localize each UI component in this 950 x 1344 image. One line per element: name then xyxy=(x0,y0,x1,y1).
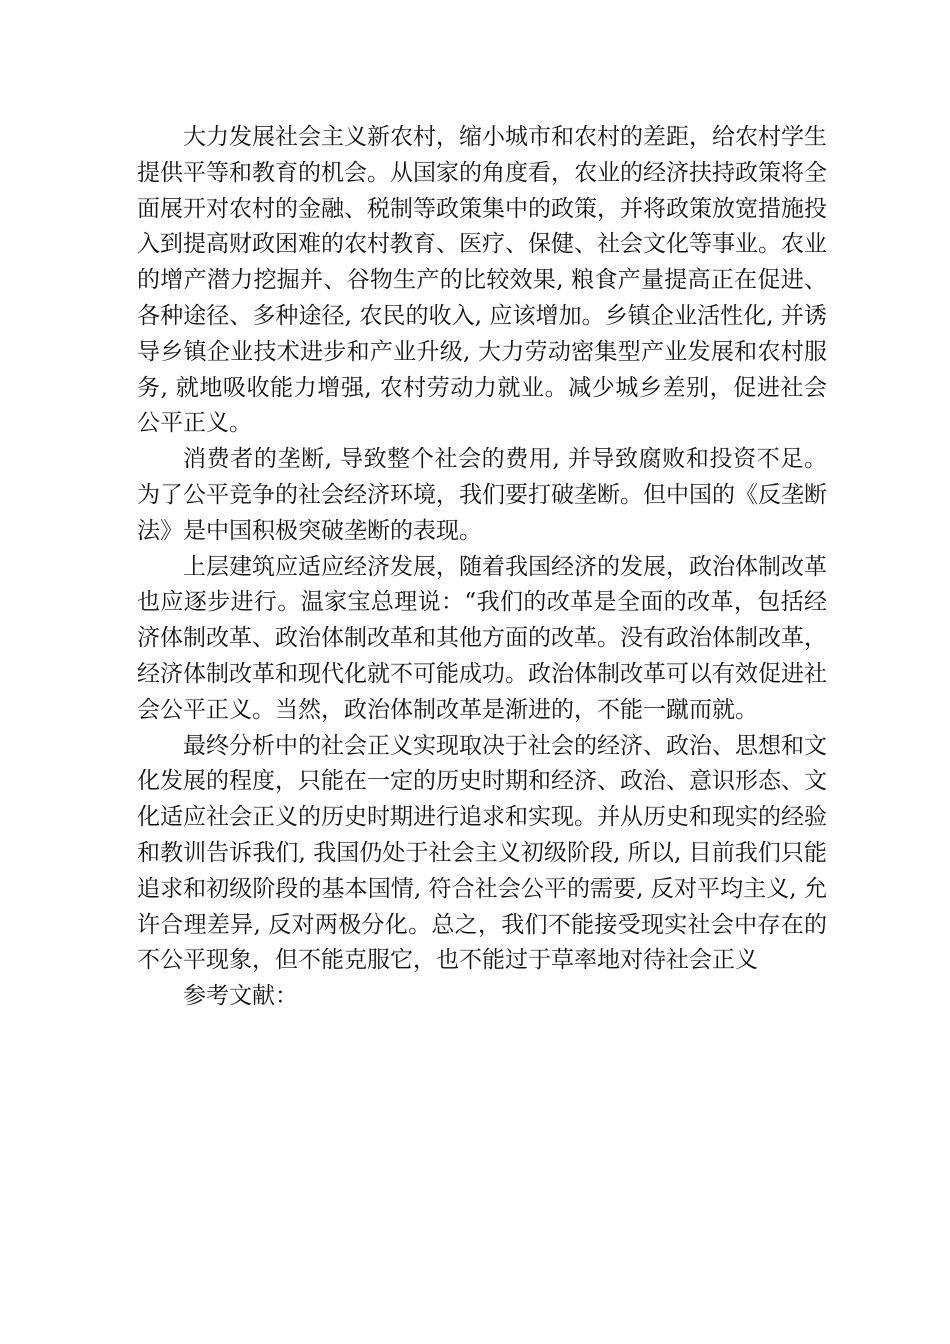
references-heading: 参考文献： xyxy=(183,983,298,1010)
paragraph-political-reform: 上层建筑应适应经济发展，随着我国经济的发展，政治体制改革也应逐步进行。温家宝总理说：“我们的改革是全面的改革，包括经济体制改革、政治体制改革和其他方面的改革。没有政治体制改革，经济体制改革和现代化就不可能成功。政治体制改革可以有效促进社会公平正义。当然，政治体制改革是渐进的，不能一蹴而就。 xyxy=(137,553,827,723)
paragraph-social-justice: 最终分析中的社会正义实现取决于社会的经济、政治、思想和文化发展的程度，只能在一定的历史时期和经济、政治、意识形态、文化适应社会正义的历史时期进行追求和实现。并从历史和现实的经验和教训告诉我们, 我国仍处于社会主义初级阶段, 所以, 目前我们只能追求和初级阶段的基本国情, 符合社会公平的需要, 反对平均主义, 允许合理差异, 反对两极分化。总之，我们不能接受现实社会中存在的不公平现象，但不能克服它，也不能过于草率地对待社会正义 xyxy=(137,732,827,974)
paragraph-rural-development: 大力发展社会主义新农村，缩小城市和农村的差距，给农村学生提供平等和教育的机会。从国家的角度看，农业的经济扶持政策将全面展开对农村的金融、税制等政策集中的政策，并将政策放宽措施投入到提高财政困难的农村教育、医疗、保健、社会文化等事业。农业的增产潜力挖掘并、谷物生产的比较效果, 粮食产量提高正在促进、各种途径、多种途径, 农民的收入, 应该增加。乡镇企业活性化, 并诱导乡镇企业技术进步和产业升级, 大力劳动密集型产业发展和农村服务, 就地吸收能力增强, 农村劳动力就业。减少城乡差别，促进社会公平正义。 xyxy=(137,124,827,437)
paragraph-monopoly: 消费者的垄断, 导致整个社会的费用, 并导致腐败和投资不足。为了公平竞争的社会经济环境，我们要打破垄断。但中国的《反垄断法》是中国积极突破垄断的表现。 xyxy=(137,446,827,544)
document-body xyxy=(137,120,827,1015)
